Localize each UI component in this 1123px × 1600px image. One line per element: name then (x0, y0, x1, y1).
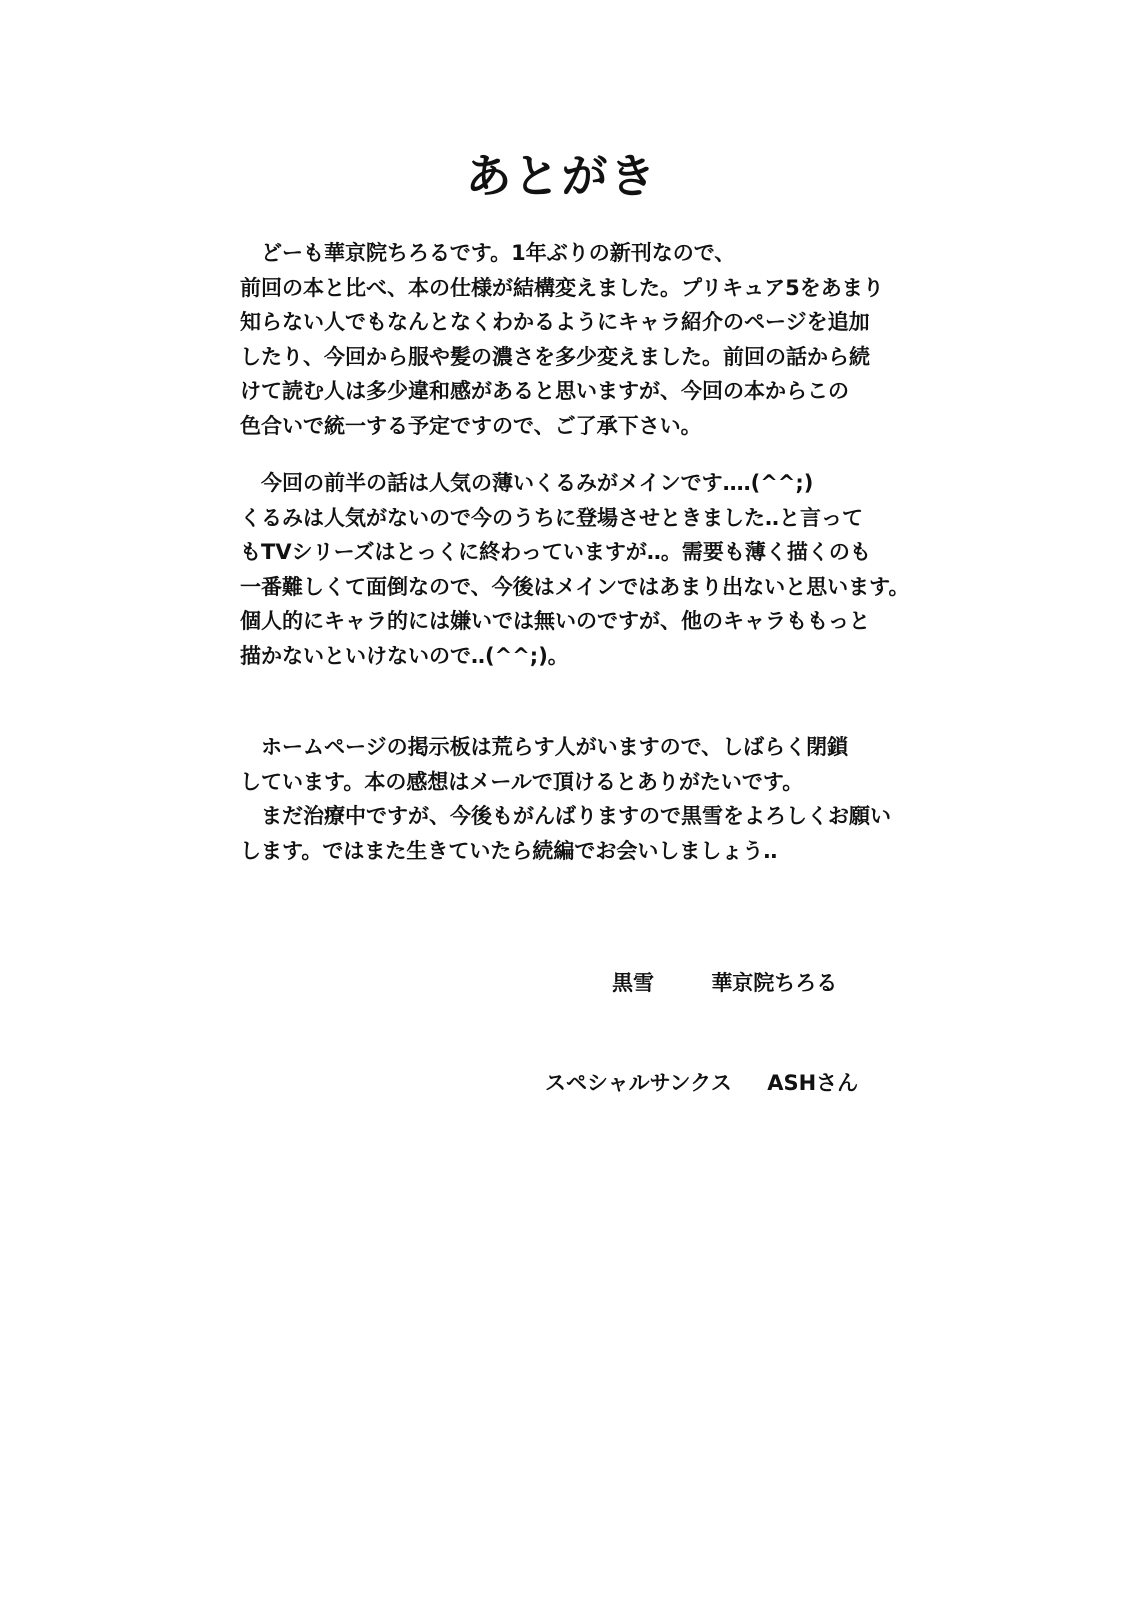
paragraph-line: 個人的にキャラ的には嫌いでは無いのですが、他のキャラももっと (240, 609, 870, 633)
paragraph-line: ホームページの掲示板は荒らす人がいますので、しばらく閉鎖 (240, 735, 849, 759)
paragraph-line: くるみは人気がないので今のうちに登場させときました‥と言って (240, 505, 864, 530)
paragraph-line: もTVシリーズはとっくに終わっていますが‥。需要も薄く描くのも (240, 540, 871, 564)
paragraph-line: 知らない人でもなんとなくわかるようにキャラ紹介のページを追加 (240, 310, 870, 334)
page-title: あとがき (465, 149, 658, 203)
author-name: 華京院ちろる (711, 971, 838, 995)
paragraph-line: します。ではまた生きていたら続編でお会いしましょう‥ (240, 838, 778, 863)
special-thanks-label: スペシャルサンクス (545, 1071, 732, 1095)
signature (612, 968, 837, 998)
circle-name: 黒雪 (612, 971, 654, 995)
paragraph-line: したり、今回から服や髪の濃さを多少変えました。前回の話から続 (240, 344, 870, 369)
paragraph-line: 描かないといけないので‥(^^;)。 (240, 643, 569, 668)
paragraph-line: どーも華京院ちろるです。1年ぶりの新刊なので、 (240, 241, 736, 265)
paragraph-line: しています。本の感想はメールで頂けるとありがたいです。 (240, 769, 804, 794)
special-thanks-name: ASHさん (767, 1071, 859, 1095)
paragraph-line: 色合いで統一する予定ですので、ご了承下さい。 (240, 413, 702, 438)
special-thanks (545, 1068, 858, 1098)
paragraph-3 (240, 730, 940, 868)
paragraph-1 (240, 236, 940, 443)
paragraph-line: 今回の前半の話は人気の薄いくるみがメインです‥‥(^^;) (240, 471, 814, 495)
paragraph-line: 一番難しくて面倒なので、今後はメインではあまり出ないと思います。 (240, 574, 910, 599)
paragraph-line: 前回の本と比べ、本の仕様が結構変えました。プリキュア5をあまり (240, 275, 884, 300)
paragraph-line: まだ治療中ですが、今後もがんばりますので黒雪をよろしくお願い (240, 804, 891, 828)
paragraph-line: けて読む人は多少違和感があると思いますが、今回の本からこの (240, 379, 849, 403)
paragraph-2 (240, 466, 940, 673)
